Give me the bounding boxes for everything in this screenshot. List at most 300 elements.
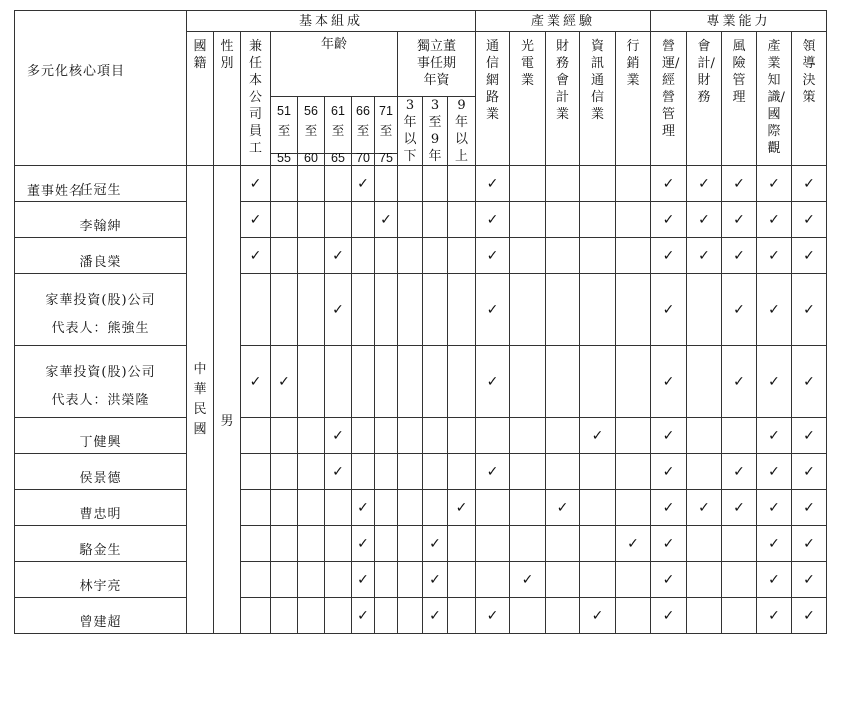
col-prof-industry-knowledge: 產業知識/國際觀 [757, 32, 792, 166]
check-mark-cell [757, 562, 792, 598]
check-icon: ✓ [357, 607, 369, 624]
col-gender: 性別 [214, 32, 241, 166]
empty-cell [375, 166, 398, 202]
check-icon: ✓ [429, 571, 441, 588]
check-icon: ✓ [249, 247, 262, 264]
empty-cell [510, 274, 546, 346]
check-icon: ✓ [768, 211, 780, 228]
check-icon: ✓ [803, 535, 815, 552]
check-icon: ✓ [733, 499, 745, 516]
check-mark-cell [651, 238, 687, 274]
empty-cell [298, 418, 325, 454]
check-mark-cell [651, 598, 687, 634]
check-icon: ✓ [556, 499, 569, 516]
empty-cell [271, 238, 298, 274]
director-name-cell [15, 598, 187, 634]
check-icon: ✓ [662, 427, 675, 444]
empty-cell [722, 562, 757, 598]
empty-cell [580, 346, 616, 418]
empty-cell [375, 418, 398, 454]
check-mark-cell [325, 274, 352, 346]
col-industry-optoelectronics: 光電業 [510, 32, 546, 166]
empty-cell [398, 490, 423, 526]
empty-cell [325, 526, 352, 562]
empty-cell [298, 454, 325, 490]
check-icon: ✓ [429, 535, 441, 552]
director-name: 林宇亮 [79, 579, 122, 594]
table-row [15, 418, 827, 454]
empty-cell [722, 418, 757, 454]
director-name: 丁健興 [79, 435, 122, 450]
empty-cell [616, 166, 651, 202]
empty-cell [271, 166, 298, 202]
table-row [15, 562, 827, 598]
empty-cell [298, 166, 325, 202]
empty-cell [423, 238, 448, 274]
empty-cell [448, 598, 476, 634]
check-icon: ✓ [357, 571, 369, 588]
empty-cell [546, 202, 580, 238]
empty-cell [546, 454, 580, 490]
check-icon: ✓ [662, 607, 675, 624]
empty-cell [423, 274, 448, 346]
director-name-cell [15, 238, 187, 274]
table-row [15, 166, 827, 202]
check-mark-cell [792, 166, 827, 202]
check-icon: ✓ [803, 499, 815, 516]
table-row [15, 274, 827, 346]
empty-cell [687, 526, 722, 562]
empty-cell [352, 346, 375, 418]
check-icon: ✓ [768, 247, 780, 264]
check-icon: ✓ [733, 175, 745, 192]
empty-cell [510, 166, 546, 202]
empty-cell [546, 274, 580, 346]
check-mark-cell [546, 490, 580, 526]
check-icon: ✓ [803, 463, 815, 480]
check-icon: ✓ [733, 373, 745, 390]
empty-cell [580, 274, 616, 346]
check-mark-cell [792, 562, 827, 598]
check-mark-cell [722, 274, 757, 346]
check-icon: ✓ [733, 247, 745, 264]
check-mark-cell [792, 274, 827, 346]
check-mark-cell [687, 238, 722, 274]
empty-cell [325, 166, 352, 202]
empty-cell [580, 454, 616, 490]
empty-cell [580, 490, 616, 526]
director-name-cell [15, 274, 187, 346]
empty-cell [325, 490, 352, 526]
board-diversity-table [14, 10, 827, 634]
check-mark-cell [792, 346, 827, 418]
age-band-61-65-end: 至 65 [325, 154, 352, 166]
check-mark-cell [722, 454, 757, 490]
empty-cell [580, 562, 616, 598]
check-mark-cell [687, 490, 722, 526]
director-name-cell [15, 562, 187, 598]
empty-cell [352, 454, 375, 490]
director-name: 任冠生 [79, 183, 122, 198]
director-name-cell [15, 418, 187, 454]
empty-cell [616, 346, 651, 418]
check-mark-cell [651, 346, 687, 418]
check-icon: ✓ [486, 607, 499, 624]
check-icon: ✓ [698, 211, 710, 228]
check-mark-cell [423, 598, 448, 634]
director-rows [15, 166, 827, 634]
check-icon: ✓ [486, 463, 499, 480]
check-mark-cell [651, 454, 687, 490]
empty-cell [510, 346, 546, 418]
empty-cell [271, 454, 298, 490]
check-icon: ✓ [768, 607, 780, 624]
check-mark-cell [241, 238, 271, 274]
check-mark-cell [722, 490, 757, 526]
check-mark-cell [757, 202, 792, 238]
empty-cell [325, 202, 352, 238]
check-mark-cell [687, 202, 722, 238]
empty-cell [241, 454, 271, 490]
check-icon: ✓ [357, 175, 369, 192]
check-mark-cell [510, 562, 546, 598]
check-mark-cell [423, 562, 448, 598]
group-basic-composition: 基本組成 [187, 11, 476, 32]
col-prof-leadership: 領導決策 [792, 32, 827, 166]
empty-cell [546, 526, 580, 562]
age-band-66-70-end: 至 70 [352, 154, 375, 166]
empty-cell [510, 598, 546, 634]
check-icon: ✓ [332, 301, 344, 318]
check-mark-cell [757, 454, 792, 490]
check-icon: ✓ [662, 301, 675, 318]
empty-cell [298, 598, 325, 634]
check-mark-cell [476, 454, 510, 490]
director-name: 曾建超 [79, 615, 122, 630]
empty-cell [271, 274, 298, 346]
check-mark-cell [423, 526, 448, 562]
empty-cell [423, 418, 448, 454]
director-name-cell [15, 346, 187, 418]
nationality-value-cell [187, 166, 214, 634]
check-mark-cell [375, 202, 398, 238]
col-prof-risk: 風險管理 [722, 32, 757, 166]
gender-value-cell [214, 166, 241, 634]
check-mark-cell [651, 490, 687, 526]
check-mark-cell [476, 274, 510, 346]
empty-cell [448, 526, 476, 562]
empty-cell [325, 562, 352, 598]
check-mark-cell [651, 562, 687, 598]
check-icon: ✓ [662, 571, 675, 588]
director-name-cell [15, 202, 187, 238]
empty-cell [616, 562, 651, 598]
check-icon: ✓ [521, 571, 534, 588]
empty-cell [398, 418, 423, 454]
empty-cell [375, 490, 398, 526]
check-icon: ✓ [486, 247, 499, 264]
empty-cell [375, 238, 398, 274]
check-icon: ✓ [733, 301, 745, 318]
table-row [15, 454, 827, 490]
empty-cell [423, 454, 448, 490]
check-mark-cell [325, 238, 352, 274]
empty-cell [375, 274, 398, 346]
empty-cell [325, 598, 352, 634]
table-row [15, 598, 827, 634]
tenure-under-3: 3年以下 [398, 97, 423, 166]
age-band-56-60-start: 56 [298, 97, 325, 154]
director-representative: 代表人：熊強生 [51, 321, 150, 336]
check-icon: ✓ [332, 247, 344, 264]
check-icon: ✓ [591, 607, 604, 624]
empty-cell [375, 598, 398, 634]
check-icon: ✓ [803, 247, 815, 264]
col-prof-operations: 營運/經營管理 [651, 32, 687, 166]
empty-cell [476, 526, 510, 562]
empty-cell [241, 526, 271, 562]
check-mark-cell [757, 238, 792, 274]
check-mark-cell [792, 598, 827, 634]
check-icon: ✓ [380, 211, 392, 228]
check-icon: ✓ [486, 373, 499, 390]
empty-cell [580, 238, 616, 274]
empty-cell [546, 418, 580, 454]
check-icon: ✓ [768, 499, 780, 516]
director-name-cell [15, 490, 187, 526]
age-band-51-55-start: 51 [271, 97, 298, 154]
empty-cell [398, 562, 423, 598]
check-icon: ✓ [662, 247, 675, 264]
empty-cell [476, 418, 510, 454]
empty-cell [375, 454, 398, 490]
check-mark-cell [476, 202, 510, 238]
check-mark-cell [722, 202, 757, 238]
check-mark-cell [352, 490, 375, 526]
check-mark-cell [580, 418, 616, 454]
check-mark-cell [476, 166, 510, 202]
tenure-3-to-9: 3至9年 [423, 97, 448, 166]
age-band-56-60-end: 至 60 [298, 154, 325, 166]
empty-cell [616, 418, 651, 454]
col-prof-accounting: 會計/財務 [687, 32, 722, 166]
check-icon: ✓ [332, 427, 344, 444]
empty-cell [423, 202, 448, 238]
age-band-51-55-end: 至 55 [271, 154, 298, 166]
empty-cell [423, 346, 448, 418]
empty-cell [448, 562, 476, 598]
empty-cell [687, 598, 722, 634]
check-icon: ✓ [662, 535, 675, 552]
check-icon: ✓ [662, 463, 675, 480]
empty-cell [448, 454, 476, 490]
empty-cell [398, 526, 423, 562]
director-name: 家華投資(股)公司 [45, 293, 156, 308]
check-icon: ✓ [486, 211, 499, 228]
empty-cell [687, 562, 722, 598]
check-mark-cell [476, 346, 510, 418]
diversity-matrix [14, 10, 827, 634]
check-mark-cell [651, 418, 687, 454]
empty-cell [375, 346, 398, 418]
check-mark-cell [476, 598, 510, 634]
check-mark-cell [476, 238, 510, 274]
check-mark-cell [241, 346, 271, 418]
check-mark-cell [352, 562, 375, 598]
check-icon: ✓ [803, 427, 815, 444]
empty-cell [271, 526, 298, 562]
diversity-items-label: 多元化核心項目 [27, 64, 126, 79]
col-industry-finance-accounting: 財務會計業 [546, 32, 580, 166]
nationality-value: 中華民國 [193, 361, 207, 437]
col-industry-telecom: 通信網路業 [476, 32, 510, 166]
check-icon: ✓ [357, 535, 369, 552]
tenure-over-9: 9年以上 [448, 97, 476, 166]
check-mark-cell [792, 238, 827, 274]
empty-cell [298, 202, 325, 238]
check-mark-cell [651, 526, 687, 562]
director-name: 駱金生 [79, 543, 122, 558]
empty-cell [271, 202, 298, 238]
empty-cell [398, 598, 423, 634]
director-name: 潘良榮 [79, 255, 122, 270]
check-mark-cell [241, 166, 271, 202]
empty-cell [448, 346, 476, 418]
check-mark-cell [792, 418, 827, 454]
col-nationality: 國籍 [187, 32, 214, 166]
col-industry-ict: 資訊通信業 [580, 32, 616, 166]
empty-cell [398, 454, 423, 490]
age-band-66-70-start: 66 [352, 97, 375, 154]
empty-cell [398, 166, 423, 202]
empty-cell [352, 238, 375, 274]
table-row [15, 202, 827, 238]
empty-cell [448, 418, 476, 454]
empty-cell [298, 526, 325, 562]
check-icon: ✓ [698, 175, 710, 192]
empty-cell [398, 238, 423, 274]
empty-cell [271, 562, 298, 598]
check-mark-cell [352, 526, 375, 562]
check-icon: ✓ [591, 427, 604, 444]
check-icon: ✓ [768, 463, 780, 480]
check-icon: ✓ [803, 571, 815, 588]
check-icon: ✓ [249, 211, 262, 228]
empty-cell [325, 346, 352, 418]
empty-cell [510, 490, 546, 526]
check-icon: ✓ [803, 607, 815, 624]
check-mark-cell [325, 418, 352, 454]
director-name-cell [15, 526, 187, 562]
empty-cell [448, 202, 476, 238]
director-name-cell [15, 454, 187, 490]
check-mark-cell [757, 526, 792, 562]
col-age: 年齡 [271, 32, 398, 97]
empty-cell [687, 454, 722, 490]
group-industry-experience: 產業經驗 [476, 11, 651, 32]
check-mark-cell [352, 598, 375, 634]
director-name-label: 董事姓名 [27, 184, 84, 199]
empty-cell [510, 526, 546, 562]
col-industry-marketing: 行銷業 [616, 32, 651, 166]
check-mark-cell [651, 166, 687, 202]
check-mark-cell [722, 238, 757, 274]
empty-cell [398, 202, 423, 238]
empty-cell [616, 490, 651, 526]
empty-cell [687, 346, 722, 418]
empty-cell [687, 274, 722, 346]
empty-cell [448, 274, 476, 346]
check-icon: ✓ [803, 301, 815, 318]
empty-cell [423, 490, 448, 526]
check-icon: ✓ [662, 499, 675, 516]
director-name: 李翰紳 [79, 219, 122, 234]
empty-cell [448, 238, 476, 274]
empty-cell [352, 418, 375, 454]
check-icon: ✓ [486, 301, 499, 318]
check-mark-cell [651, 274, 687, 346]
check-icon: ✓ [429, 607, 441, 624]
empty-cell [241, 598, 271, 634]
check-mark-cell [325, 454, 352, 490]
empty-cell [546, 346, 580, 418]
empty-cell [398, 346, 423, 418]
check-mark-cell [757, 490, 792, 526]
empty-cell [722, 526, 757, 562]
check-icon: ✓ [803, 373, 815, 390]
empty-cell [722, 598, 757, 634]
check-icon: ✓ [803, 211, 815, 228]
check-mark-cell [757, 166, 792, 202]
director-representative: 代表人：洪榮隆 [51, 393, 150, 408]
empty-cell [546, 238, 580, 274]
check-mark-cell [722, 346, 757, 418]
director-name: 曹忠明 [79, 507, 122, 522]
check-mark-cell [271, 346, 298, 418]
empty-cell [580, 166, 616, 202]
check-mark-cell [757, 598, 792, 634]
empty-cell [398, 274, 423, 346]
empty-cell [241, 490, 271, 526]
check-mark-cell [757, 274, 792, 346]
check-mark-cell [792, 526, 827, 562]
check-mark-cell [651, 202, 687, 238]
check-icon: ✓ [698, 247, 710, 264]
check-icon: ✓ [768, 571, 780, 588]
empty-cell [352, 274, 375, 346]
empty-cell [580, 202, 616, 238]
empty-cell [616, 238, 651, 274]
empty-cell [476, 562, 510, 598]
empty-cell [298, 274, 325, 346]
empty-cell [241, 562, 271, 598]
check-icon: ✓ [768, 175, 780, 192]
empty-cell [375, 526, 398, 562]
check-mark-cell [792, 454, 827, 490]
empty-cell [298, 562, 325, 598]
empty-cell [510, 202, 546, 238]
age-band-61-65-start: 61 [325, 97, 352, 154]
empty-cell [616, 598, 651, 634]
empty-cell [510, 454, 546, 490]
check-icon: ✓ [662, 211, 675, 228]
empty-cell [241, 418, 271, 454]
check-icon: ✓ [627, 535, 639, 552]
check-icon: ✓ [486, 175, 499, 192]
empty-cell [271, 418, 298, 454]
col-concurrent-employee: 兼任本公司員工 [241, 32, 271, 166]
check-icon: ✓ [803, 175, 815, 192]
